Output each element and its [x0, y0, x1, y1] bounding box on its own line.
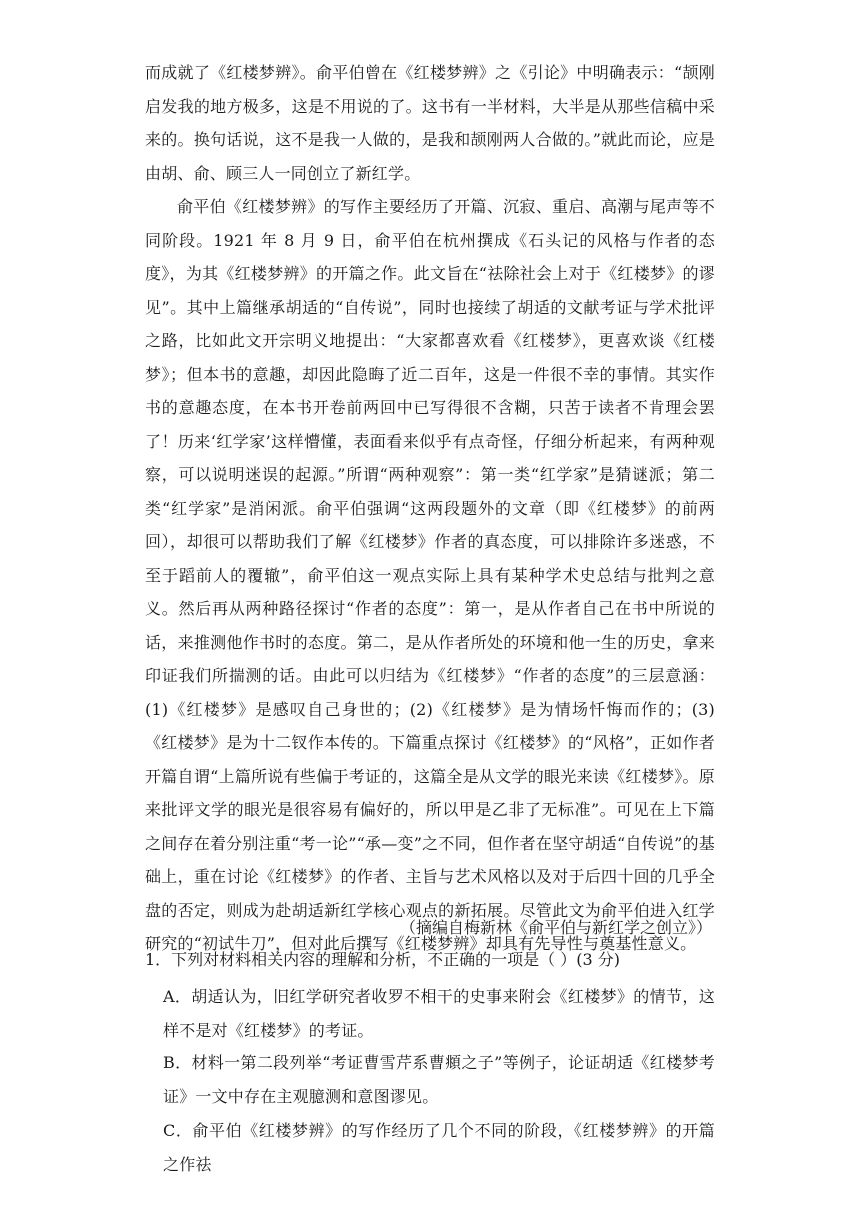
question-1-option-a: A．胡适认为，旧红学研究者收罗不相干的史事来附会《红楼梦》的情节，这样不是对《红楼梦》的考证。 [163, 987, 715, 1040]
question-1-option-c: C．俞平伯《红楼梦辨》的写作经历了几个不同的阶段，《红楼梦辨》的开篇之作祛 [163, 1121, 715, 1174]
article-source-citation: （摘编自梅新林《俞平伯与新红学之创立》） [399, 918, 712, 937]
question-1-stem: 1．下列对材料相关内容的理解和分析，不正确的一项是（ ）(3 分) [145, 950, 621, 969]
question-1-option-b: B．材料一第二段列举“考证曹雪芹系曹頫之子”等例子，论证胡适《红楼梦考证》一文中存在主观臆测和意图谬见。 [163, 1053, 715, 1106]
article-paragraph-2: 俞平伯《红楼梦辨》的写作主要经历了开篇、沉寂、重启、高潮与尾声等不同阶段。1921 年 8 月 9 日，俞平伯在杭州撰成《石头记的风格与作者的态度》，为其《红楼梦辨》的开篇之作。此文旨在“祛除社会上对于《红楼梦》的谬见”。其中上篇继承胡适的“自传说”，同时也接续了胡适的文献考证与学术批评之路，比如此文开宗明义地提出：“大家都喜欢看《红楼梦》，更喜欢谈《红楼梦》；但本书的意趣，却因此隐晦了近二百年，这是一件很不幸的事情。其实作书的意趣态度，在本书开卷前两回中已写得很不含糊，只苦于读者不肯理会罢了！历来‘红学家’这样懵懂，表面看来似乎有点奇怪，仔细分析起来，有两种观察，可以说明迷误的起源。”所谓“两种观察”：第一类“红学家”是猜谜派；第二类“红学家”是消闲派。俞平伯强调“这两段题外的文章（即《红楼梦》的前两回），却很可以帮助我们了解《红楼梦》作者的真态度，可以排除许多迷惑，不至于蹈前人的覆辙”，俞平伯这一观点实际上具有某种学术史总结与批判之意义。然后再从两种路径探讨“作者的态度”：第一，是从作者自己在书中所说的话，来推测他作书时的态度。第二，是从作者所处的环境和他一生的历史，拿来印证我们所揣测的话。由此可以归结为《红楼梦》“作者的态度”的三层意涵：(1)《红楼梦》是感叹自己身世的；(2)《红楼梦》是为情场忏悔而作的；(3)《红楼梦》是为十二钗作本传的。下篇重点探讨《红楼梦》的“风格”，正如作者开篇自谓“上篇所说有些偏于考证的，这篇全是从文学的眼光来读《红楼梦》。原来批评文学的眼光是很容易有偏好的，所以甲是乙非了无标准”。可见在上下篇之间存在着分别注重“考一论”“承—变”之不同，但作者在坚守胡适“自传说”的基础上，重在讨论《红楼梦》的作者、主旨与艺术风格以及对于后四十回的几乎全盘的否定，则成为赴胡适新红学核心观点的新拓展。尽管此文为俞平伯进入红学研究的“初试牛刀”，但对此后撰写《红楼梦辨》却具有先导性与奠基性意义。 [145, 197, 715, 953]
article-paragraph-1: 而成就了《红楼梦辨》。俞平伯曾在《红楼梦辨》之《引论》中明确表示：“颉刚启发我的地方极多，这是不用说的了。这书有一半材料，大半是从那些信稿中采来的。换句话说，这不是我一人做的，是我和颉刚两人合做的。”就此而论，应是由胡、俞、顾三人一同创立了新红学。 [145, 63, 715, 183]
